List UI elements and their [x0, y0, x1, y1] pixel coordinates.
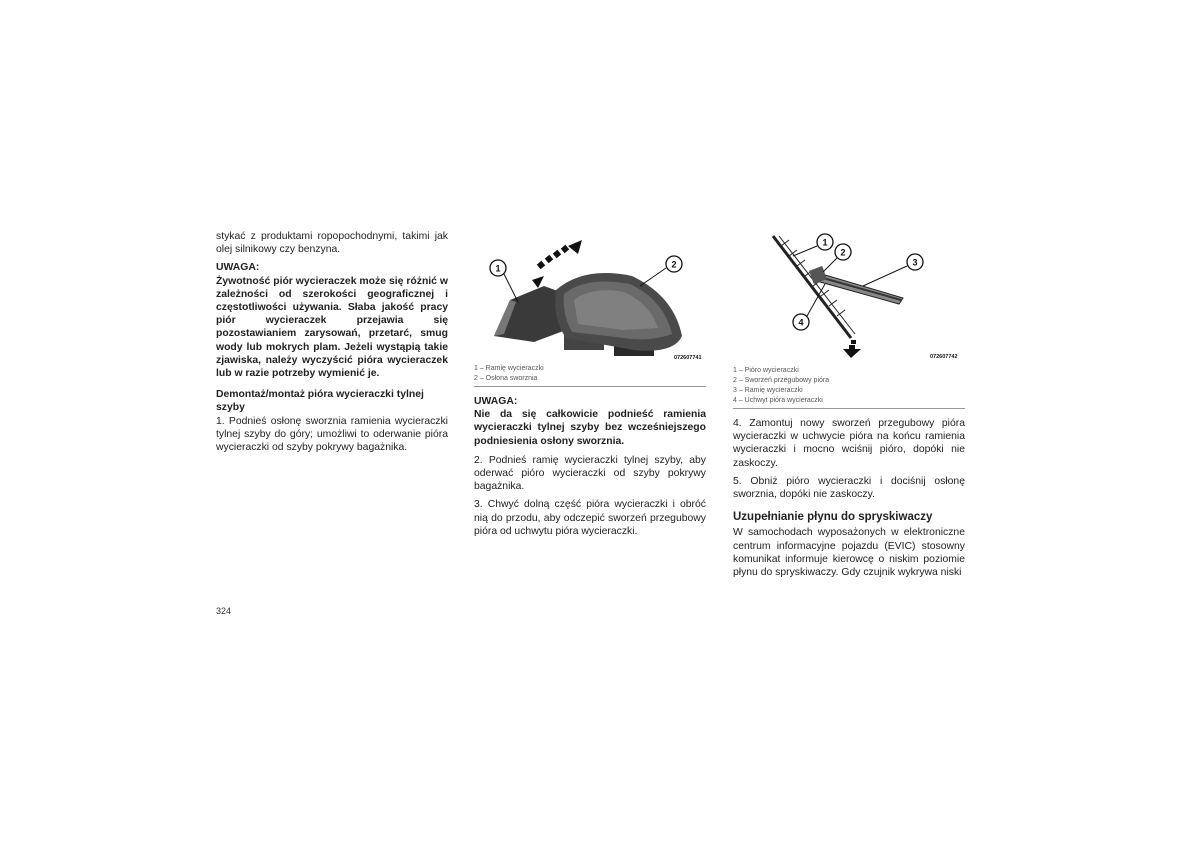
wiper-blade-figure — [733, 232, 965, 366]
wiper-arm-cover-figure — [474, 238, 706, 364]
callout-3: 3 — [912, 257, 918, 268]
step-2: 2. Podnieś ramię wycieraczki tylnej szyby, aby oderwać pióro wycieraczki od szyby pokrywy bagażnika. — [474, 454, 706, 493]
text-column-3 — [733, 232, 965, 584]
warning-text: Żywotność piór wycieraczek może się różnić w zależności od szerokości geograficznej i częstotliwości używania. Słaba jakość pracy piór wycieraczek przejawia się pozostawianiem zarysowań, przetarć, smug wody lub mokrych plam. Jeżeli wystąpią takie zjawiska, należy wyczyścić pióra wycieraczek lub w razie potrzeby wymienić je. — [216, 275, 448, 380]
callout-1: 1 — [495, 263, 501, 274]
step-1: 1. Podnieś osłonę sworznia ramienia wycieraczki tylnej szyby do góry; umożliwi to oderwanie pióra wycieraczki od szyby pokrywy bagażnika. — [216, 415, 448, 454]
caption-item: 2 – Osłona sworznia — [474, 375, 538, 382]
callout-4: 4 — [798, 317, 804, 328]
callout-2: 2 — [671, 259, 677, 270]
figure-code: 072607741 — [674, 355, 702, 361]
caption-item: 1 – Ramię wycieraczki — [474, 365, 544, 372]
caption-item: 4 – Uchwyt pióra wycieraczki — [733, 397, 823, 404]
intro-paragraph: stykać z produktami ropopochodnymi, takimi jak olej silnikowy czy benzyna. — [216, 231, 448, 256]
step-5: 5. Obniż pióro wycieraczki i dociśnij osłonę sworznia, dopóki nie zaskoczy. — [733, 475, 965, 501]
step-3: 3. Chwyć dolną część pióra wycieraczki i obróć nią do przodu, aby odczepić sworzeń przegubowy pióra od uchwytu pióra wycieraczki. — [474, 499, 706, 537]
procedure-heading: Demontaż/montaż pióra wycieraczki tylnej szyby — [216, 389, 424, 414]
figure-code: 072607742 — [930, 354, 958, 360]
section-title: Uzupełnianie płynu do spryskiwaczy — [733, 511, 933, 524]
section-paragraph: W samochodach wyposażonych w elektroniczne centrum informacyjne pojazdu (EVIC) stosowny komunikat informuje kierowcę o niskim poziomie płynu do spryskiwaczy. Gdy czujnik wykrywa niski — [733, 527, 965, 579]
text-column-2 — [474, 238, 706, 543]
step-4: 4. Zamontuj nowy sworzeń przegubowy pióra wycieraczki w uchwycie pióra na końcu ramienia wycieraczki i mocno wciśnij pióro, dopóki nie zaskoczy. — [733, 418, 965, 469]
motion-arrow-icon — [843, 340, 861, 358]
text-column-1 — [216, 230, 448, 459]
figure-2-caption — [733, 366, 965, 409]
callout-2: 2 — [840, 247, 846, 258]
caption-item: 1 – Pióro wycieraczki — [733, 367, 799, 374]
page-number: 324 — [216, 606, 232, 616]
warning-text: Nie da się całkowicie podnieść ramienia wycieraczki tylnej szyby bez wcześniejszego podniesienia osłony sworznia. — [474, 409, 706, 447]
callout-1: 1 — [822, 237, 828, 248]
caption-item: 3 – Ramię wycieraczki — [733, 387, 803, 394]
warning-label: UWAGA: — [216, 262, 260, 274]
figure-1-caption — [474, 364, 706, 387]
caption-item: 2 – Sworzeń przegubowy pióra — [733, 377, 830, 384]
warning-label: UWAGA: — [474, 396, 518, 407]
